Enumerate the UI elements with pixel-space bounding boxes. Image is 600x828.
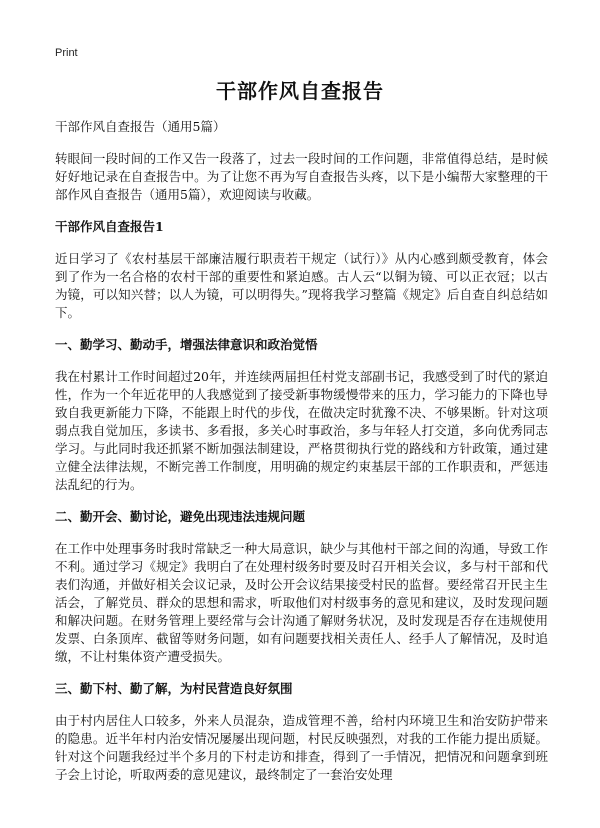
subheading-3: 三、勤下村、勤了解，为村民营造良好氛围 <box>55 681 293 696</box>
paragraph-2: 在工作中处理事务时我时常缺乏一种大局意识，缺少与其他村干部之间的沟通，导致工作不利。通过学习《规定》我明白了在处理村级务时要及时召开相关会议，多与村干部和代表们沟通，并做好相关会议记录，及时公开会议结果接受村民的监督。要经常召开民主生活会，了解党员、群众的思想和需求，听取他们对村级事务的意见和建议，及时发现问题和解决问题。在财务管理上要经常与会计沟通了解财务状况，及时发现是否存在违规使用发票、白条顶库、截留等财务问题，如有问题要找相关责任人、经手人了解情况，及时追缴，不让村集体资产遭受损失。 <box>55 541 548 664</box>
document-subtitle: 干部作风自查报告（通用5篇） <box>55 119 226 134</box>
subheading-2: 二、勤开会、勤讨论，避免出现违法违规问题 <box>55 509 306 524</box>
page-title: 干部作风自查报告 <box>216 79 384 103</box>
paragraph-3: 由于村内居住人口较多，外来人员混杂，造成管理不善，给村内环境卫生和治安防护带来的隐患。近半年村内治安情况屡屡出现问题，村民反映强烈，对我的工作能力提出质疑。针对这个问题我经过半个多月的下村走访和排查，得到了一手情况，把情况和问题拿到班子会上讨论，听取两委的意见建议，最终制定了一套治安处理 <box>55 713 548 782</box>
document-body <box>55 118 548 798</box>
subheading-1: 一、勤学习、勤动手，增强法律意识和政治觉悟 <box>55 337 318 352</box>
section-intro-paragraph: 近日学习了《农村基层干部廉洁履行职责若干规定（试行）》从内心感到颇受教育，体会到了作为一名合格的农村干部的重要性和紧迫感。古人云“以铜为镜、可以正衣冠；以古为镜，可以知兴替；以人为镜，可以明得失。”现将我学习整篇《规定》后自查自纠总结如下。 <box>55 251 548 320</box>
intro-paragraph: 转眼间一段时间的工作又告一段落了，过去一段时间的工作问题，非常值得总结，是时候好好地记录在自查报告中。为了让您不再为写自查报告头疼，以下是小编帮大家整理的干部作风自查报告（通用5篇），欢迎阅读与收藏。 <box>55 151 548 202</box>
section-heading: 干部作风自查报告1 <box>55 219 164 234</box>
paragraph-1: 我在村累计工作时间超过20年，并连续两届担任村党支部副书记，我感受到了时代的紧迫性，作为一个年近花甲的人我感觉到了接受新事物缓慢带来的压力，学习能力的下降也导致自我更新能力下降，不能跟上时代的步伐，在做决定时犹豫不决、不够果断。针对这项弱点我自觉加压，多读书、多看报，多关心时事政治，多与年轻人打交道，多向优秀同志学习。与此同时我还抓紧不断加强法制建设，严格贯彻执行党的路线和方针政策，通过建立健全法律法规，不断完善工作制度，用明确的规定约束基层干部的工作职责和，严惩违法乱纪的行为。 <box>55 369 548 492</box>
print-link[interactable]: Print <box>55 47 78 59</box>
